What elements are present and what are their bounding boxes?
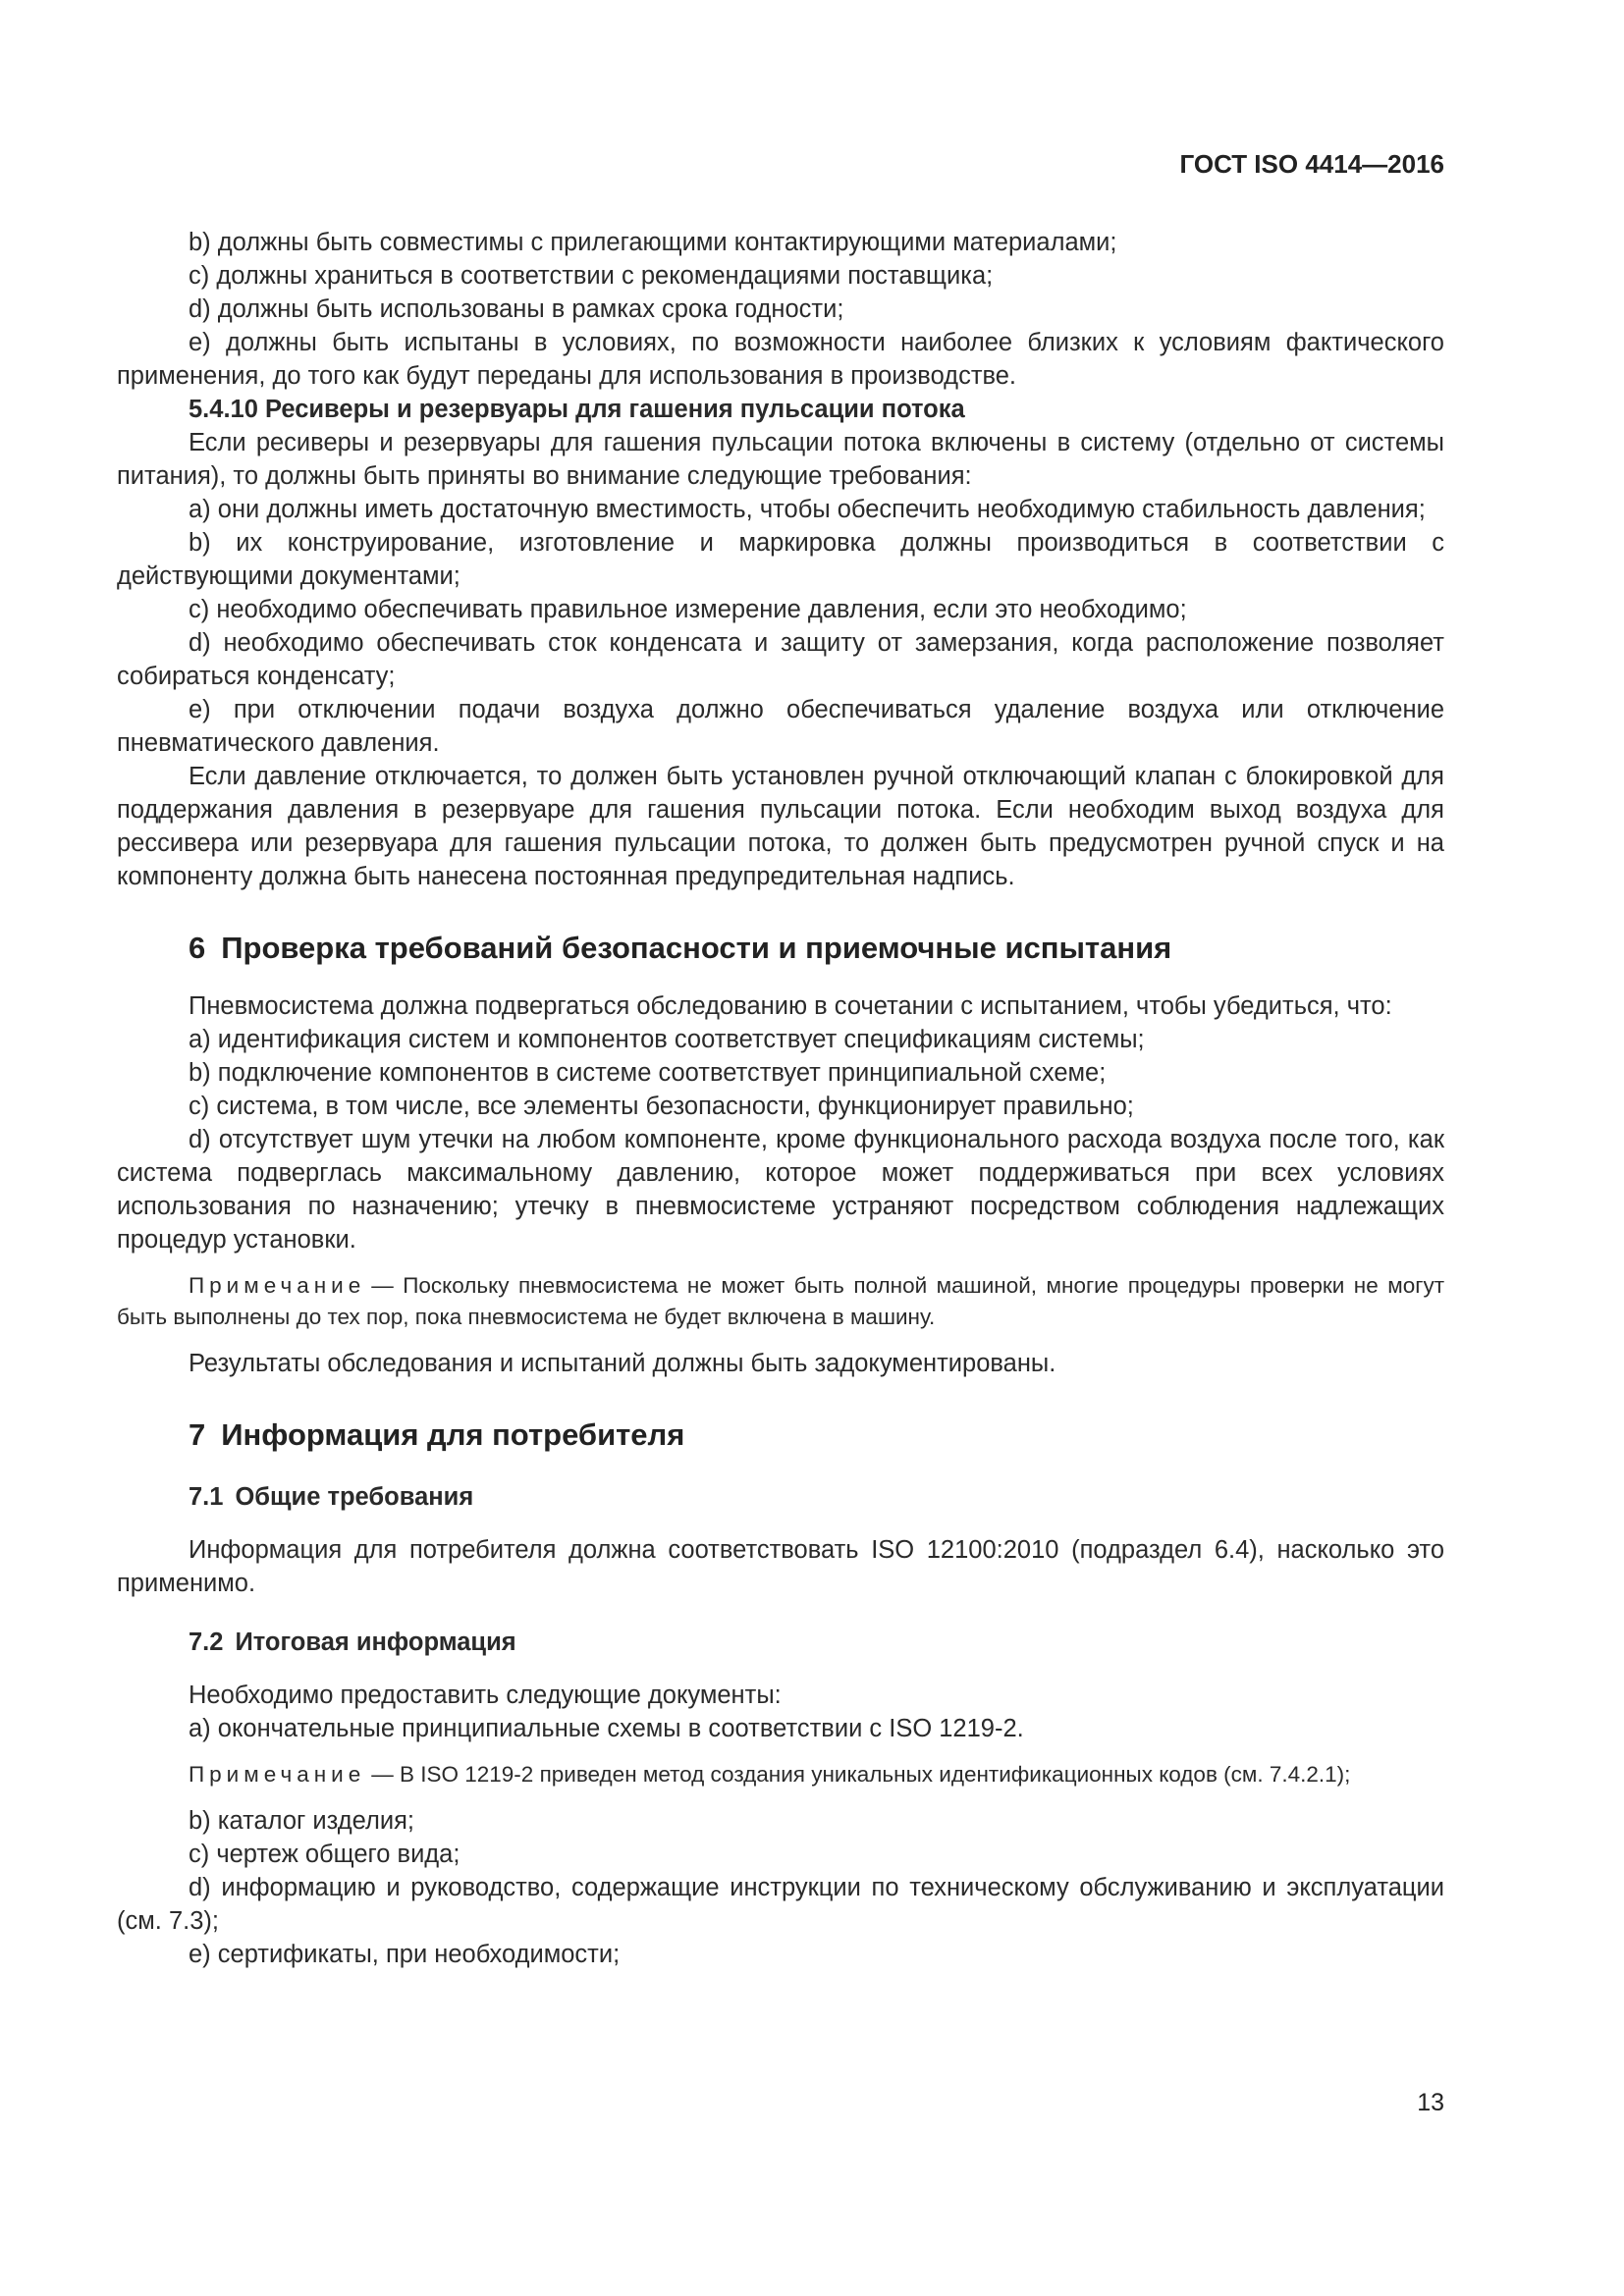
section-number: 6 xyxy=(189,931,206,965)
note-text: — Поскольку пневмосистема не может быть полной машиной, многие процедуры проверки не могут быть выполнены до тех пор, пока пневмосистема не будет включена в машину. xyxy=(117,1273,1444,1329)
clause-heading-5-4-10: 5.4.10 Ресиверы и резервуары для гашения пульсации потока xyxy=(189,396,965,423)
subsection-title: Общие требования xyxy=(235,1483,474,1511)
clause-intro: Если ресиверы и резервуары для гашения пульсации потока включены в систему (отдельно от системы питания), то должны быть приняты во внимание следующие требования: xyxy=(117,429,1444,490)
section-title: Проверка требований безопасности и приемочные испытания xyxy=(221,931,1172,965)
subsection-title: Итоговая информация xyxy=(235,1629,516,1656)
list-item: c) должны храниться в соответствии с рекомендациями поставщика; xyxy=(189,262,994,290)
subsection-heading-7-1 xyxy=(117,1480,1444,1514)
note xyxy=(117,1270,1444,1333)
note-text: — В ISO 1219-2 приведен метод создания уникальных идентификационных кодов (см. 7.4.2.1); xyxy=(371,1762,1351,1787)
note-label: Примечание xyxy=(189,1762,366,1787)
list-item: e) должны быть испытаны в условиях, по возможности наиболее близких к условиям фактического применения, до того как будут переданы для использования в производстве. xyxy=(117,329,1444,390)
list-item: e) при отключении подачи воздуха должно обеспечиваться удаление воздуха или отключение пневматического давления. xyxy=(117,696,1444,757)
list-item: b) должны быть совместимы с прилегающими контактирующими материалами; xyxy=(189,229,1117,256)
section-closing: Результаты обследования и испытаний должны быть задокументированы. xyxy=(189,1350,1056,1377)
list-item: b) подключение компонентов в системе соответствует принципиальной схеме; xyxy=(189,1059,1107,1087)
note xyxy=(117,1759,1444,1790)
list-item: c) необходимо обеспечивать правильное измерение давления, если это необходимо; xyxy=(189,596,1187,623)
page-number: 13 xyxy=(1417,2089,1444,2116)
section-title: Информация для потребителя xyxy=(221,1417,685,1452)
list-item: b) их конструирование, изготовление и маркировка должны производиться в соответствии с действующими документами; xyxy=(117,529,1444,590)
subsection-heading-7-2 xyxy=(117,1626,1444,1659)
list-item: c) система, в том числе, все элементы безопасности, функционирует правильно; xyxy=(189,1093,1134,1120)
list-item: c) чертеж общего вида; xyxy=(189,1841,460,1868)
list-item: d) должны быть использованы в рамках срока годности; xyxy=(189,295,844,323)
subsection-number: 7.1 xyxy=(189,1483,224,1511)
clause-closing: Если давление отключается, то должен быть установлен ручной отключающий клапан с блокировкой для поддержания давления в резервуаре для гашения пульсации потока. Если необходим выход воздуха для рессивера или резервуара для гашения пульсации потока, то должен быть предусмотрен ручной спуск и на компоненту должна быть нанесена постоянная предупредительная надпись. xyxy=(117,763,1444,890)
document-code-header: ГОСТ ISO 4414—2016 xyxy=(1179,149,1444,179)
list-item: d) отсутствует шум утечки на любом компоненте, кроме функционального расхода воздуха после того, как система подверглась максимальному давлению, которое может поддерживаться при всех условиях использования по назначению; утечку в пневмосистеме устраняют посредством соблюдения надлежащих процедур установки. xyxy=(117,1126,1444,1254)
list-item: b) каталог изделия; xyxy=(189,1807,415,1835)
section-heading-6 xyxy=(117,929,1444,968)
subsection-text: Информация для потребителя должна соответствовать ISO 12100:2010 (подраздел 6.4), насколько это применимо. xyxy=(117,1536,1444,1597)
list-item: a) они должны иметь достаточную вместимость, чтобы обеспечить необходимую стабильность давления; xyxy=(189,496,1426,523)
section-number: 7 xyxy=(189,1417,206,1452)
page-content xyxy=(117,226,1444,1971)
section-intro: Пневмосистема должна подвергаться обследованию в сочетании с испытанием, чтобы убедиться, что: xyxy=(189,992,1392,1020)
list-item: a) окончательные принципиальные схемы в соответствии с ISO 1219-2. xyxy=(189,1715,1024,1742)
subsection-number: 7.2 xyxy=(189,1629,224,1656)
note-label: Примечание xyxy=(189,1273,366,1298)
list-item: a) идентификация систем и компонентов соответствует спецификациям системы; xyxy=(189,1026,1145,1053)
section-heading-7 xyxy=(117,1415,1444,1455)
list-item: d) информацию и руководство, содержащие инструкции по техническому обслуживанию и эксплуатации (см. 7.3); xyxy=(117,1874,1444,1935)
list-item: d) необходимо обеспечивать сток конденсата и защиту от замерзания, когда расположение позволяет собираться конденсату; xyxy=(117,629,1444,690)
subsection-intro: Необходимо предоставить следующие документы: xyxy=(189,1682,782,1709)
list-item: e) сертификаты, при необходимости; xyxy=(189,1941,621,1968)
